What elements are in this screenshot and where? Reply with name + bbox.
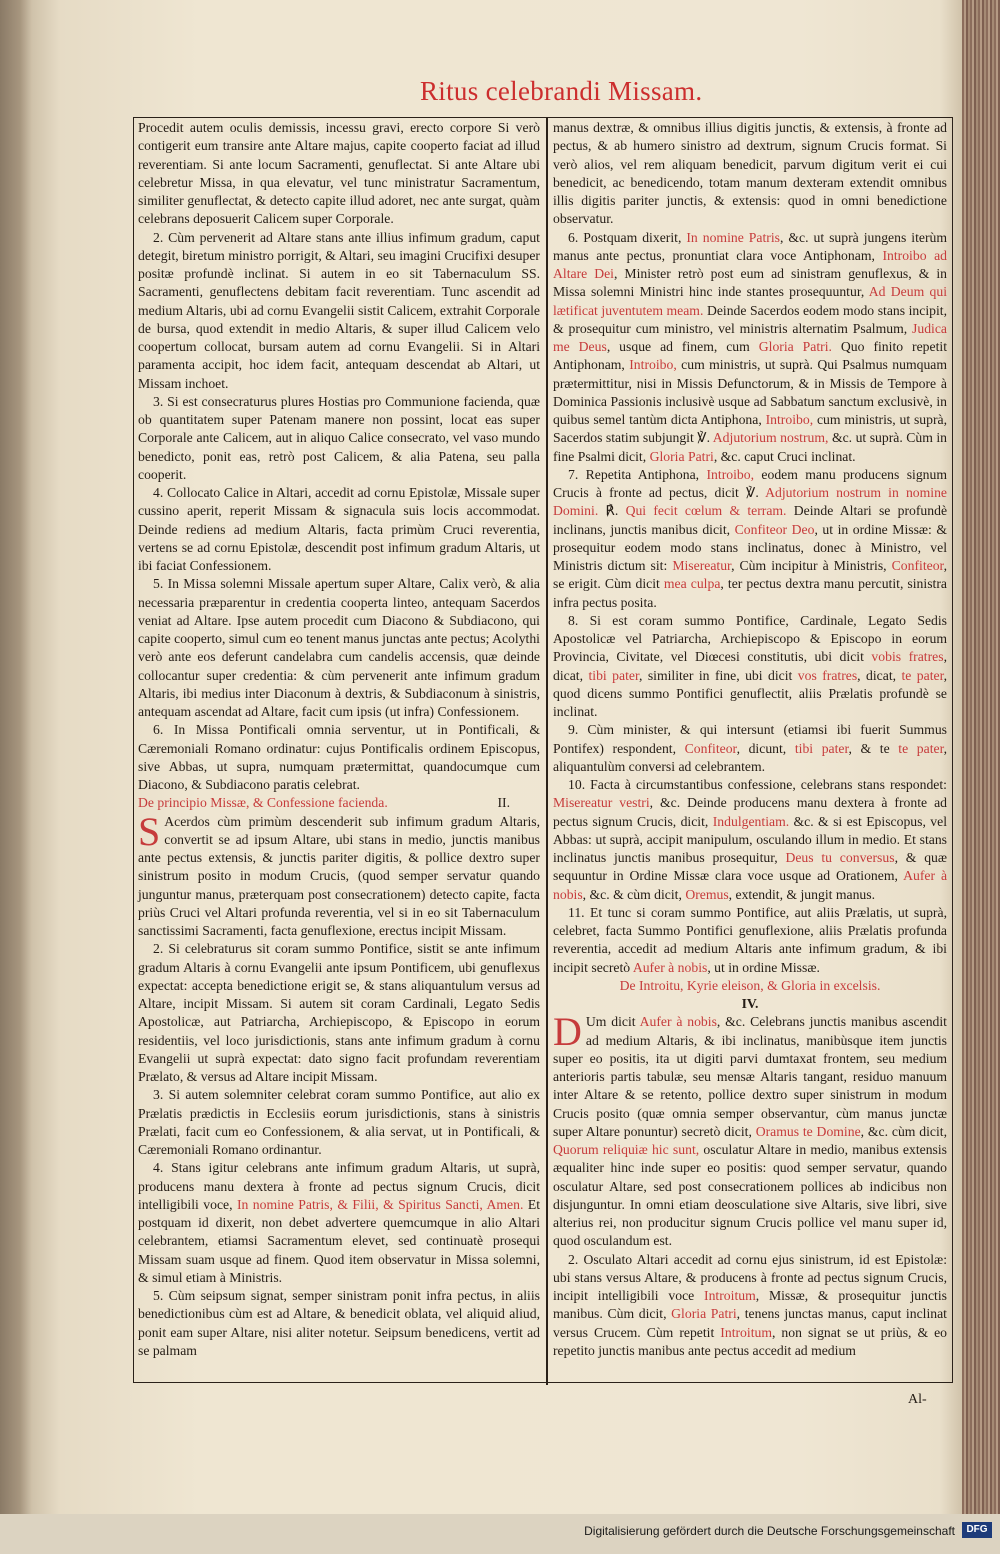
- column-divider: [546, 117, 548, 1385]
- section-heading: De Introitu, Kyrie eleison, & Gloria in excelsis.: [619, 977, 881, 993]
- paragraph: 6. Postquam dixerit, In nomine Patris, &c. ut suprà jungens iterùm manus ante pectus, pronuntiat clara voce Antiphonam, Introibo ad Altare Dei, Minister retrò post eum ad sinistram genuflexus, & in Missa solemni Ministri hinc inde stantes prosequuntur, Ad Deum qui lætificat juventutem meam. Deinde Sacerdos eodem modo stans incipit, & prosequitur cum ministro, vel ministris alternatim Psalmum, Judica me Deus, usque ad finem, cum Gloria Patri. Quo finito repetit Antiphonam, Introibo, cum ministris, ut suprà. Qui Psalmus numquam prætermittitur, nisi in Missis Defunctorum, & in Missis de Tempore à Dominica Passionis inclusivè usque ad Sabbatum sanctum exclusivè, in quibus semel tantùm dicta Antiphona, Introibo, cum ministris, ut suprà, Sacerdos statim subjungit ℣. Adjutorium nostrum, &c. ut suprà. Cùm in fine Psalmi dicit, Gloria Patri, &c. caput Cruci inclinat.: [553, 229, 948, 464]
- paragraph: 8. Si est coram summo Pontifice, Cardinale, Legato Sedis Apostolicæ vel Patriarcha, Archiepiscopo & Episcopo in eorum Provincia, Civitate, vel Diœcesi constitutis, ubi dicit vobis fratres, dicat, tibi pater, similiter in fine, ubi dicit vos fratres, dicat, te pater, quod dicens summo Pontifici genuflectit, aliis Prælatis profundè se inclinat.: [553, 612, 948, 719]
- paragraph: 11. Et tunc si coram summo Pontifice, aut aliis Prælatis, ut suprà, celebret, facta Summo Pontifici genuflexione, aliis Prælatis profunda reverentia, accedit ad medium Altaris ante infimum gradum, & ibi incipit secretò Aufer à nobis, ut in ordine Missæ.: [553, 904, 947, 975]
- paragraph: 4. Collocato Calice in Altari, accedit ad cornu Epistolæ, Missale super cussino aperit, reperit Missam & signacula suis locis accommodat. Deinde rediens ad medium Altaris, facta primùm Cruci reverentia, vertens se ad cornu Epistolæ, descendit post infimum gradum Altaris, ut ibi faciat Confessionem.: [138, 485, 540, 573]
- paragraph: 7. Repetita Antiphona, Introibo, eodem manu producens signum Crucis à fronte ad pectus, dicit ℣. Adjutorium nostrum in nomine Domini. ℟. Qui fecit cœlum & terram. Deinde Altari se profundè inclinans, junctis manibus dicit, Confiteor Deo, ut in ordine Missæ: & prosequitur eodem modo stans inclinatus, donec à Ministro, vel Ministris dictum sit: Misereatur, Cùm incipitur à Ministris, Confiteor, se erigit. Cùm dicit mea culpa, ter pectus dextra manu percutit, sinistra infra pectus posita.: [553, 466, 948, 610]
- paragraph: D Um dicit Aufer à nobis, &c. Celebrans junctis manibus ascendit ad medium Altaris, & ibi inclinatus, manibùsque item junctis super eo positis, ita ut digiti parvi dumtaxat frontem, seu medium anterioris partis tabulæ, seu mensæ Altaris tangant, residuo manuum inter Altare & se retento, pollice dextro super sinistrum in modum Crucis posito (quæ omnia semper observantur, cùm manus junctæ super Altare ponuntur) secretò dicit, Oramus te Domine, &c. cùm dicit, Quorum reliquiæ hic sunt, osculatur Altare in medio, manibus extensis æqualiter hinc inde super eo positis: quod semper servatur, quando osculatur Altare, sed post consecrationem pollices ab indicibus non disjunguntur. In omni etiam deosculatione sive Altaris, sive libri, sive alterius rei, non producitur signum Crucis pollice vel manu super id, quod osculandum est.: [553, 1009, 948, 1249]
- section-number: II.: [497, 795, 510, 811]
- drop-capital: D: [553, 1009, 582, 1055]
- paragraph: 2. Cùm pervenerit ad Altare stans ante illius infimum gradum, caput detegit, biretum ministro porrigit, & Altari, seu imagini Crucifixi desuper positæ profundè inclinat. Si autem in eo sit Tabernaculum SS. Sacramenti, genuflectens debitam facit reverentiam. Tunc ascendit ad medium Altaris, ubi ad cornu Evangelii sistit Calicem, extrahit Corporale de bursa, quod extendit in medio Altaris, & super illud Calicem velo coopertum collocat, bursam autem ad cornu Evangelii. Si in Altari paramenta accipit, hoc idem facit, antequam descendat ab Altari, ut Missam inchoet.: [138, 229, 540, 391]
- dfg-logo: DFG: [962, 1522, 992, 1538]
- book-edge: [962, 0, 1000, 1554]
- paragraph: S Acerdos cùm primùm descenderit sub infimum gradum Altaris, convertit se ad ipsum Altare, ubi stans in medio, junctis manibus ante pectus extensis, & junctis pariter digitis, & pollice dextro super sinistrum posito in modum Crucis, (quod semper servatur quando junguntur manus, præterquam post consecrationem) detecto capite, facta priùs Cruci vel Altari profunda reverentia, vel si in eo sit Tabernaculum sanctissimi Sacramenti, facta genuflexione, erectus incipit Missam.: [138, 808, 540, 938]
- paragraph: 3. Si est consecraturus plures Hostias pro Communione facienda, quæ ob quantitatem super Patenam manere non possint, locat eas super Corporale ante Calicem, aut in aliquo Calice consecrato, vel vaso mundo benedicto, ponit eas, retrò post Calicem, & alia Patena, seu palla cooperit.: [138, 393, 540, 482]
- left-column: [138, 119, 540, 1360]
- section-heading: [138, 794, 540, 812]
- right-column: [553, 119, 947, 1360]
- paragraph: 3. Si autem solemniter celebrat coram summo Pontifice, aut alio ex Prælatis prædictis in Ecclesiis eorum jurisdictionis, stans à sinistris Prælati, facit cum eo Confessionem, & alia servat, ut in Pontificali, & Cæremoniali Romano ordinantur.: [138, 1087, 540, 1157]
- section-title: De principio Missæ, & Confessione facienda.: [138, 795, 388, 811]
- drop-capital: S: [138, 808, 161, 854]
- paragraph: 6. In Missa Pontificali omnia serventur, ut in Pontificali, & Cæremoniali Romano ordinatur: cujus Pontificalis ordinem Episcopus, sive Abbas, ut supra, numquam prætermittat, quandocumque cum Diacono, & Subdiacono paratis celebrat.: [138, 722, 540, 792]
- section-number: IV.: [741, 996, 759, 1011]
- paragraph: 2. Osculato Altari accedit ad cornu ejus sinistrum, id est Epistolæ: ubi stans versus Altare, & producens à fronte ad pectus signum Crucis, incipit intelligibili voce Introitum, Missæ, & prosequitur junctis manibus. Cùm dicit, Gloria Patri, tenens junctas manus, caput inclinat versus Crucem. Cùm repetit Introitum, non signat se ut priùs, & eo repetito junctis manibus ante pectus accedit ad medium: [553, 1251, 948, 1358]
- paragraph: 2. Si celebraturus sit coram summo Pontifice, sistit se ante infimum gradum Altaris à cornu Evangelii ante ipsum Pontificem, ubi genuflexus expectat: accepta benedictione erigit se, & stans aliquantulum versus ad Altare, incipit Missam. Si autem sit coram Cardinali, Legato Sedis Apostolicæ, aut Patriarcha, Archiepiscopo, & Episcopo in eorum residentiis, vel loco jurisdictionis, stans ante infimum gradum à cornu Evangelii ut suprà expectat: dato signo facit profundam reverentiam Prælato, & versus ad Altare incipit Missam.: [138, 941, 540, 1084]
- paragraph: 5. Cùm seipsum signat, semper sinistram ponit infra pectus, in aliis benedictionibus cùm est ad Altare, & benedicit oblata, vel aliquid aliud, ponit eam super Altare, nisi aliter notetur. Seipsum benedicens, vertit ad se palmam: [138, 1288, 540, 1358]
- paragraph: manus dextræ, & omnibus illius digitis junctis, & extensis, à fronte ad pectus, & ab humero sinistro ad dextrum, signum Crucis format. Si verò alios, vel rem aliquam benedicit, parvum digitum verit ei cui benedicit, ac benedicendo, totam manum dexteram extendit omnibus illis digitis pariter junctis, & extensis: quod in omni benedictione observatur.: [553, 120, 947, 227]
- paragraph: 9. Cùm minister, & qui intersunt (etiamsi ibi fuerit Summus Pontifex) respondent, Confiteor, dicunt, tibi pater, & te te pater, aliquantulùm conversi ad celebrantem.: [553, 722, 948, 774]
- paragraph: 5. In Missa solemni Missale apertum super Altare, Calix verò, & alia necessaria præparentur in credentia cooperta linteo, antequam Sacerdos veniat ad Altare. Ipse autem procedit cum Diacono & Subdiacono, qui capite cooperto, simul cum eo tenent manus junctas ante pectus; Acolythi verò ante eos deferunt candelabra cum candelis accensis, quæ deinde collocantur super credentia: & cùm pervenerit ante infimum gradum Altaris, ibi medius inter Diaconum à dextris, & Subdiaconum à sinistris, antequam ascendat ad Altare, facit cum ipsis (ut infra) Confessionem.: [138, 576, 540, 719]
- paragraph: Procedit autem oculis demissis, incessu gravi, erecto corpore Si verò contigerit eum transire ante Altare majus, capite cooperto faciat ad illud reverentiam. Si ante locum Sacramenti, genuflectat. Si ante Altare ubi celebretur Missa, in qua elevatur, vel tunc ministratur Sacramentum, similiter genuflectat, & detecto capite illud adoret, nec ante surgat, quàm celebrans deposuerit Calicem super Corporale.: [138, 120, 540, 227]
- catchword: Al-: [908, 1392, 927, 1407]
- paragraph: 10. Facta à circumstantibus confessione, celebrans stans respondet: Misereatur vestri, &c. Deinde producens manu dextera à fronte ad pectus signum Crucis, dicit, Indulgentiam. &c. & si est Episcopus, vel Abbas: ut suprà, accipit manipulum, osculando illum in medio. Et stans inclinatus junctis manibus prosequitur, Deus tu conversus, & quæ sequuntur in Ordine Missæ clara voce usque ad Orationem, Aufer à nobis, &c. & cùm dicit, Oremus, extendit, & jungit manus.: [553, 777, 948, 902]
- rubric: In nomine Patris, & Filii, & Spiritus Sancti, Amen.: [236, 1196, 524, 1212]
- paragraph: 4. Stans igitur celebrans ante infimum gradum Altaris, ut suprà, producens manu dextera à fronte ad pectus signum Crucis, dicit intelligibili voce, In nomine Patris, & Filii, & Spiritus Sancti, Amen. Et postquam id dixerit, non debet advertere quemcumque in alio Altari celebrantem, etiamsi Sacramentum elevet, sed continuatè prosequi Missam suam usque ad finem. Quod item observatur in Missa solemni, & simul etiam à Ministris.: [138, 1160, 540, 1285]
- page-title: Ritus celebrandi Missam.: [420, 76, 703, 106]
- footer-credit: Digitalisierung gefördert durch die Deutsche Forschungsgemeinschaft: [584, 1524, 955, 1538]
- digitization-footer: [0, 1514, 1000, 1554]
